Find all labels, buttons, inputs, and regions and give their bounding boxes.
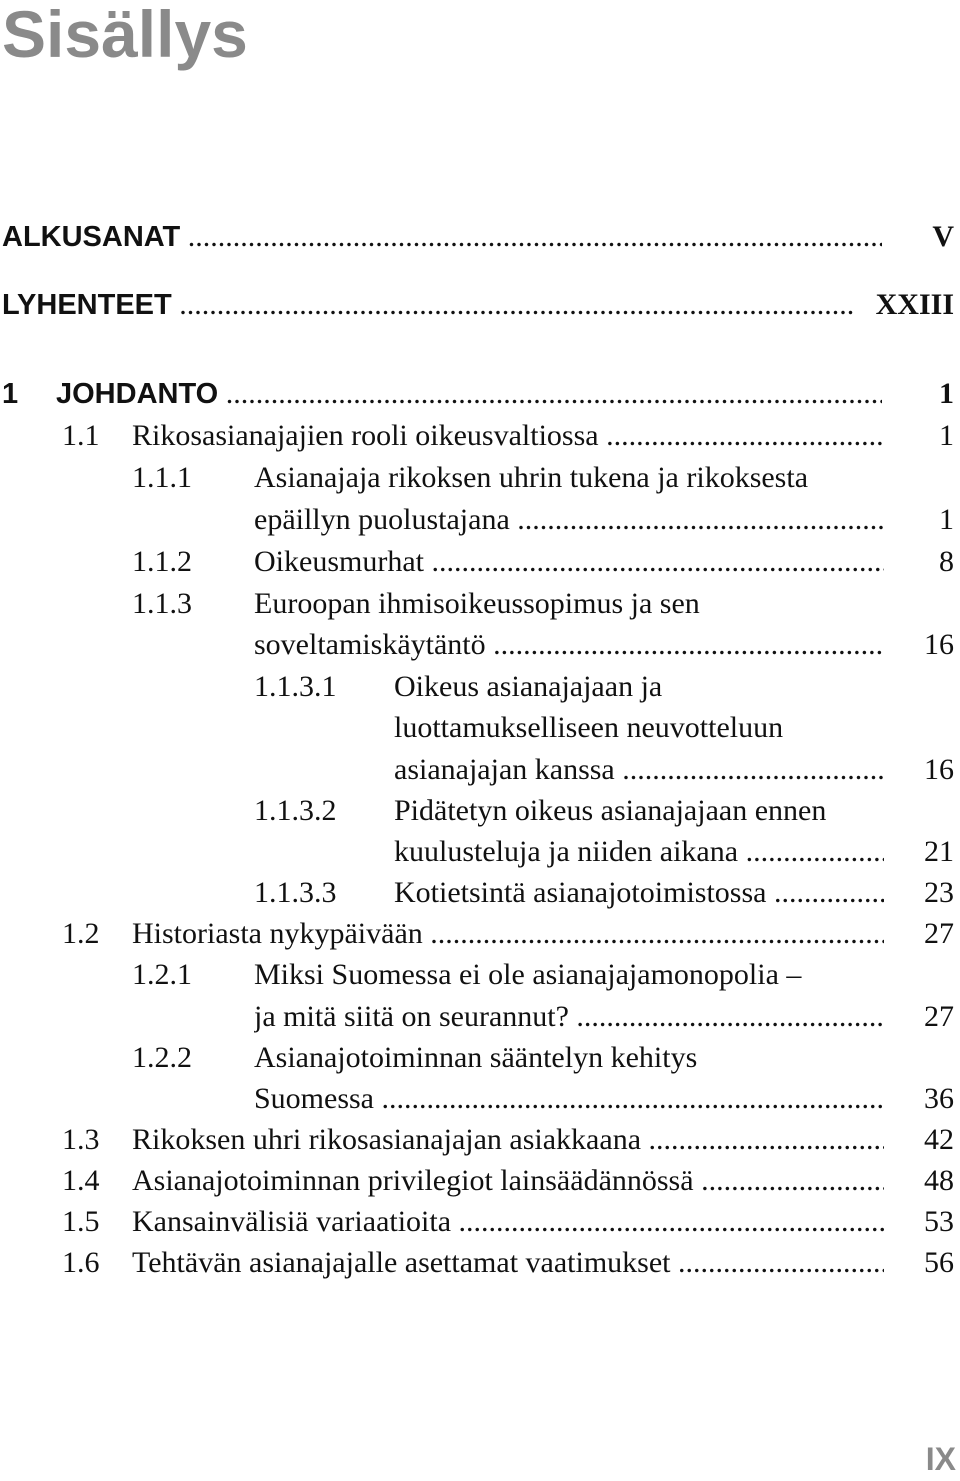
toc-entry-1-2-1-cont[interactable] (0, 996, 960, 1038)
toc-entry-title-cont: ja mitä siitä on seurannut? ..... (254, 996, 884, 1038)
toc-entry-1-2-1[interactable] (0, 954, 960, 996)
page-folio: IX (925, 1441, 956, 1477)
toc-entry-1-4[interactable] (0, 1160, 960, 1202)
toc-entry-1-6[interactable] (0, 1242, 960, 1284)
toc-chapter-1[interactable] (0, 373, 960, 415)
toc-entry-1-2[interactable] (0, 913, 960, 955)
toc-entry-page: 16 (924, 753, 954, 786)
toc-entry-title-cont: soveltamiskäytäntö ..... (254, 624, 884, 666)
toc-entry-title: JOHDANTO ..... (56, 373, 882, 415)
toc-entry-title: Asianajotoiminnan privilegiot lainsäädännössä ..... (132, 1160, 884, 1202)
toc-entry-title-cont: epäillyn puolustajana ..... (254, 499, 884, 541)
toc-entry-page: XXIII (875, 288, 954, 321)
toc-entry-page: V (932, 220, 954, 253)
page-title: Sisällys (2, 0, 248, 71)
toc-entry-number: 1.1.3.3 (254, 876, 337, 909)
toc-entry-title-cont: kuulusteluja ja niiden aikana ..... (394, 831, 884, 873)
toc-entry-page: 56 (924, 1246, 954, 1279)
toc-entry-page: 1 (939, 377, 954, 410)
toc-entry-page: 42 (924, 1123, 954, 1156)
toc-entry-page: 48 (924, 1164, 954, 1197)
toc-entry-1-5[interactable] (0, 1201, 960, 1243)
toc-entry-1-2-2[interactable] (0, 1037, 960, 1079)
toc-entry-1-2-2-cont[interactable] (0, 1078, 960, 1120)
toc-entry-page: 1 (939, 419, 954, 452)
toc-entry-title: Miksi Suomessa ei ole asianajajamonopolia – (254, 958, 802, 991)
toc-entry-number: 1.6 (62, 1246, 100, 1279)
toc-entry-title: LYHENTEET ..... (2, 284, 854, 326)
toc-entry-1-1-1-cont[interactable] (0, 499, 960, 541)
toc-entry-title: Oikeusmurhat ..... (254, 541, 884, 583)
toc-entry-number: 1.1.3.1 (254, 670, 337, 703)
toc-entry-1-1-3-3[interactable] (0, 872, 960, 914)
toc-entry-title-cont: luottamukselliseen neuvotteluun (394, 711, 784, 744)
toc-entry-number: 1.1.2 (132, 545, 192, 578)
toc-entry-number: 1.5 (62, 1205, 100, 1238)
toc-entry-title: Asianajotoiminnan sääntelyn kehitys (254, 1041, 698, 1074)
toc-entry-page: 16 (924, 628, 954, 661)
toc-entry-number: 1.1.3.2 (254, 794, 337, 827)
toc-entry-page: 53 (924, 1205, 954, 1238)
toc-entry-title: Pidätetyn oikeus asianajajaan ennen (394, 794, 827, 827)
toc-entry-page: 27 (924, 1000, 954, 1033)
toc-entry-number: 1.3 (62, 1123, 100, 1156)
toc-entry-number: 1.2 (62, 917, 100, 950)
toc-entry-title: Tehtävän asianajajalle asettamat vaatimukset ..... (132, 1242, 884, 1284)
toc-entry-page: 36 (924, 1082, 954, 1115)
toc-entry-1-1-3-2[interactable] (0, 790, 960, 832)
toc-entry-title: Asianajaja rikoksen uhrin tukena ja rikoksesta (254, 461, 809, 494)
toc-entry-title: Kotietsintä asianajotoimistossa ..... (394, 872, 884, 914)
toc-entry-1-1-3-1[interactable] (0, 666, 960, 708)
toc-entry-title: ALKUSANAT ..... (2, 216, 882, 258)
toc-entry-title: Historiasta nykypäivään ..... (132, 913, 884, 955)
toc-entry-1-1-3-1-cont2[interactable] (0, 749, 960, 791)
toc-entry-number: 1 (2, 378, 19, 410)
toc-entry-1-1-1[interactable] (0, 457, 960, 499)
toc-entry-number: 1.2.2 (132, 1041, 192, 1074)
toc-entry-title: Euroopan ihmisoikeussopimus ja sen (254, 587, 700, 620)
toc-entry-lyhenteet[interactable] (0, 284, 960, 326)
toc-entry-page: 23 (924, 876, 954, 909)
toc-entry-title: Rikoksen uhri rikosasianajajan asiakkaana ..... (132, 1119, 884, 1161)
toc-entry-number: 1.4 (62, 1164, 100, 1197)
toc-entry-1-1-3-2-cont[interactable] (0, 831, 960, 873)
toc-entry-number: 1.1.3 (132, 587, 192, 620)
toc-entry-title-cont: Suomessa ..... (254, 1078, 884, 1120)
toc-entry-page: 8 (939, 545, 954, 578)
toc-entry-number: 1.1.1 (132, 461, 192, 494)
toc-entry-page: 1 (939, 503, 954, 536)
toc-entry-1-1-2[interactable] (0, 541, 960, 583)
toc-entry-title-cont: asianajajan kanssa ..... (394, 749, 884, 791)
toc-entry-number: 1.2.1 (132, 958, 192, 991)
toc-entry-page: 21 (924, 835, 954, 868)
toc-entry-1-3[interactable] (0, 1119, 960, 1161)
toc-entry-1-1-3-cont[interactable] (0, 624, 960, 666)
toc-entry-title: Rikosasianajajien rooli oikeusvaltiossa ..... (132, 415, 884, 457)
toc-entry-title: Oikeus asianajajaan ja (394, 670, 663, 703)
toc-entry-number: 1.1 (62, 419, 100, 452)
toc-entry-alkusanat[interactable] (0, 216, 960, 258)
toc-entry-page: 27 (924, 917, 954, 950)
toc-entry-title: Kansainvälisiä variaatioita ..... (132, 1201, 884, 1243)
toc-entry-1-1-3-1-cont[interactable] (0, 707, 960, 749)
toc-entry-1-1[interactable] (0, 415, 960, 457)
toc-entry-1-1-3[interactable] (0, 583, 960, 625)
